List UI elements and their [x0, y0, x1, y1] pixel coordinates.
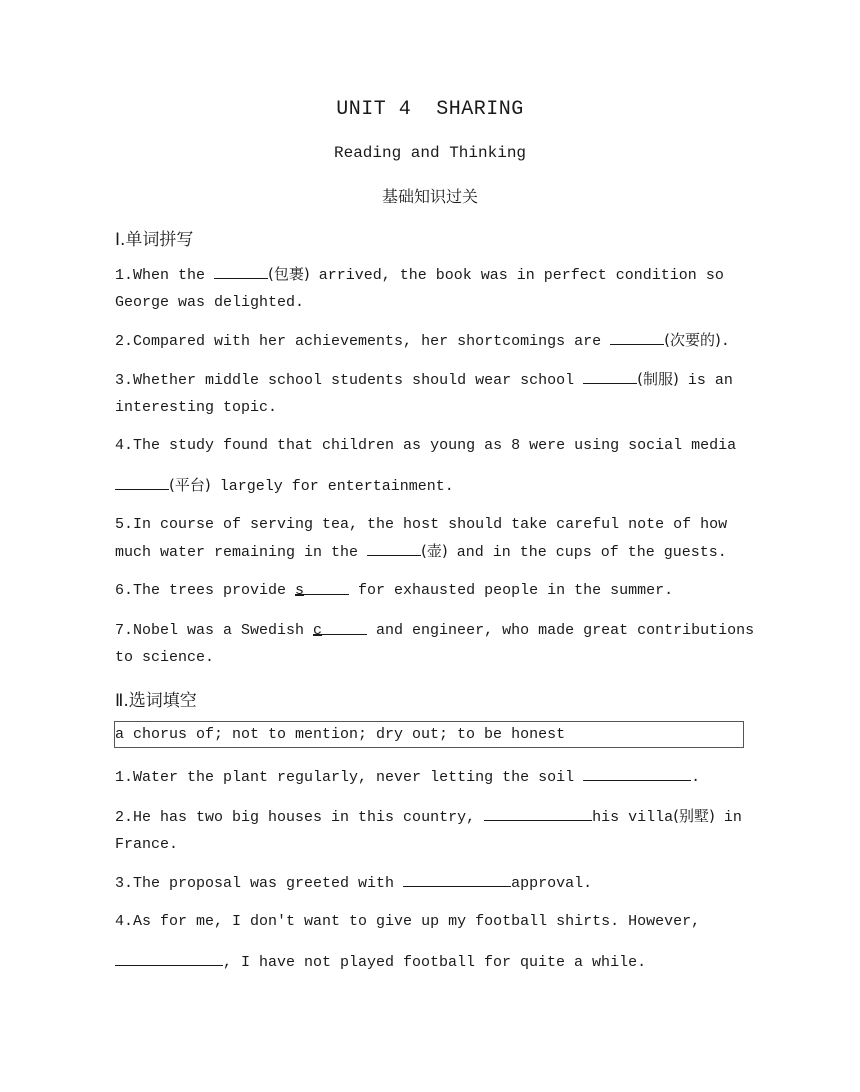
question-7: 7.Nobel was a Swedish c and engineer, who made great contributions to science. [115, 617, 755, 671]
fill-question-4: 4.As for me, I don't want to give up my football shirts. However, [115, 913, 701, 930]
question-5: 5.In course of serving tea, the host should take careful note of how much water remaining in the (壶) and in the cups of the guests. [115, 516, 737, 561]
fill-question-3: 3.The proposal was greeted with approval. [115, 869, 755, 897]
lesson-subtitle: Reading and Thinking [333, 144, 527, 162]
fill-question-4-cont: , I have not played football for quite a while. [115, 948, 755, 976]
question-4: 4.The study found that children as young as 8 were using social media [115, 437, 737, 454]
answer-blank[interactable] [214, 261, 268, 279]
fill-question-1: 1.Water the plant regularly, never letting the soil . [115, 763, 755, 791]
question-3: 3.Whether middle school students should wear school (制服) is an interesting topic. [115, 366, 755, 421]
answer-blank[interactable] [583, 763, 691, 781]
part1-heading: Ⅰ.单词拼写 [115, 230, 194, 250]
answer-blank[interactable] [367, 538, 421, 556]
question-6: 6.The trees provide s for exhausted people in the summer. [115, 577, 755, 604]
section-label: 基础知识过关 [381, 187, 478, 206]
answer-blank[interactable] [295, 577, 349, 599]
answer-blank[interactable] [484, 803, 592, 821]
answer-blank[interactable] [313, 617, 367, 639]
answer-blank[interactable] [115, 948, 223, 966]
word-bank-box: a chorus of; not to mention; dry out; to be honest [114, 721, 744, 748]
answer-blank[interactable] [403, 869, 511, 887]
question-1: 1.When the (包裹) arrived, the book was in perfect condition so George was delighted. [115, 261, 755, 316]
part2-heading: Ⅱ.选词填空 [115, 691, 197, 711]
answer-blank[interactable] [610, 327, 664, 345]
question-4-cont: (平台) largely for entertainment. [115, 472, 755, 500]
unit-title: UNIT 4 SHARING [336, 98, 524, 121]
question-2: 2.Compared with her achievements, her shortcomings are (次要的). [115, 327, 755, 355]
fill-question-2: 2.He has two big houses in this country, his villa(别墅) in France. [115, 803, 755, 858]
answer-blank[interactable] [583, 366, 637, 384]
answer-blank[interactable] [115, 472, 169, 490]
initial-letter: c [313, 622, 323, 639]
initial-letter: s [295, 582, 305, 599]
